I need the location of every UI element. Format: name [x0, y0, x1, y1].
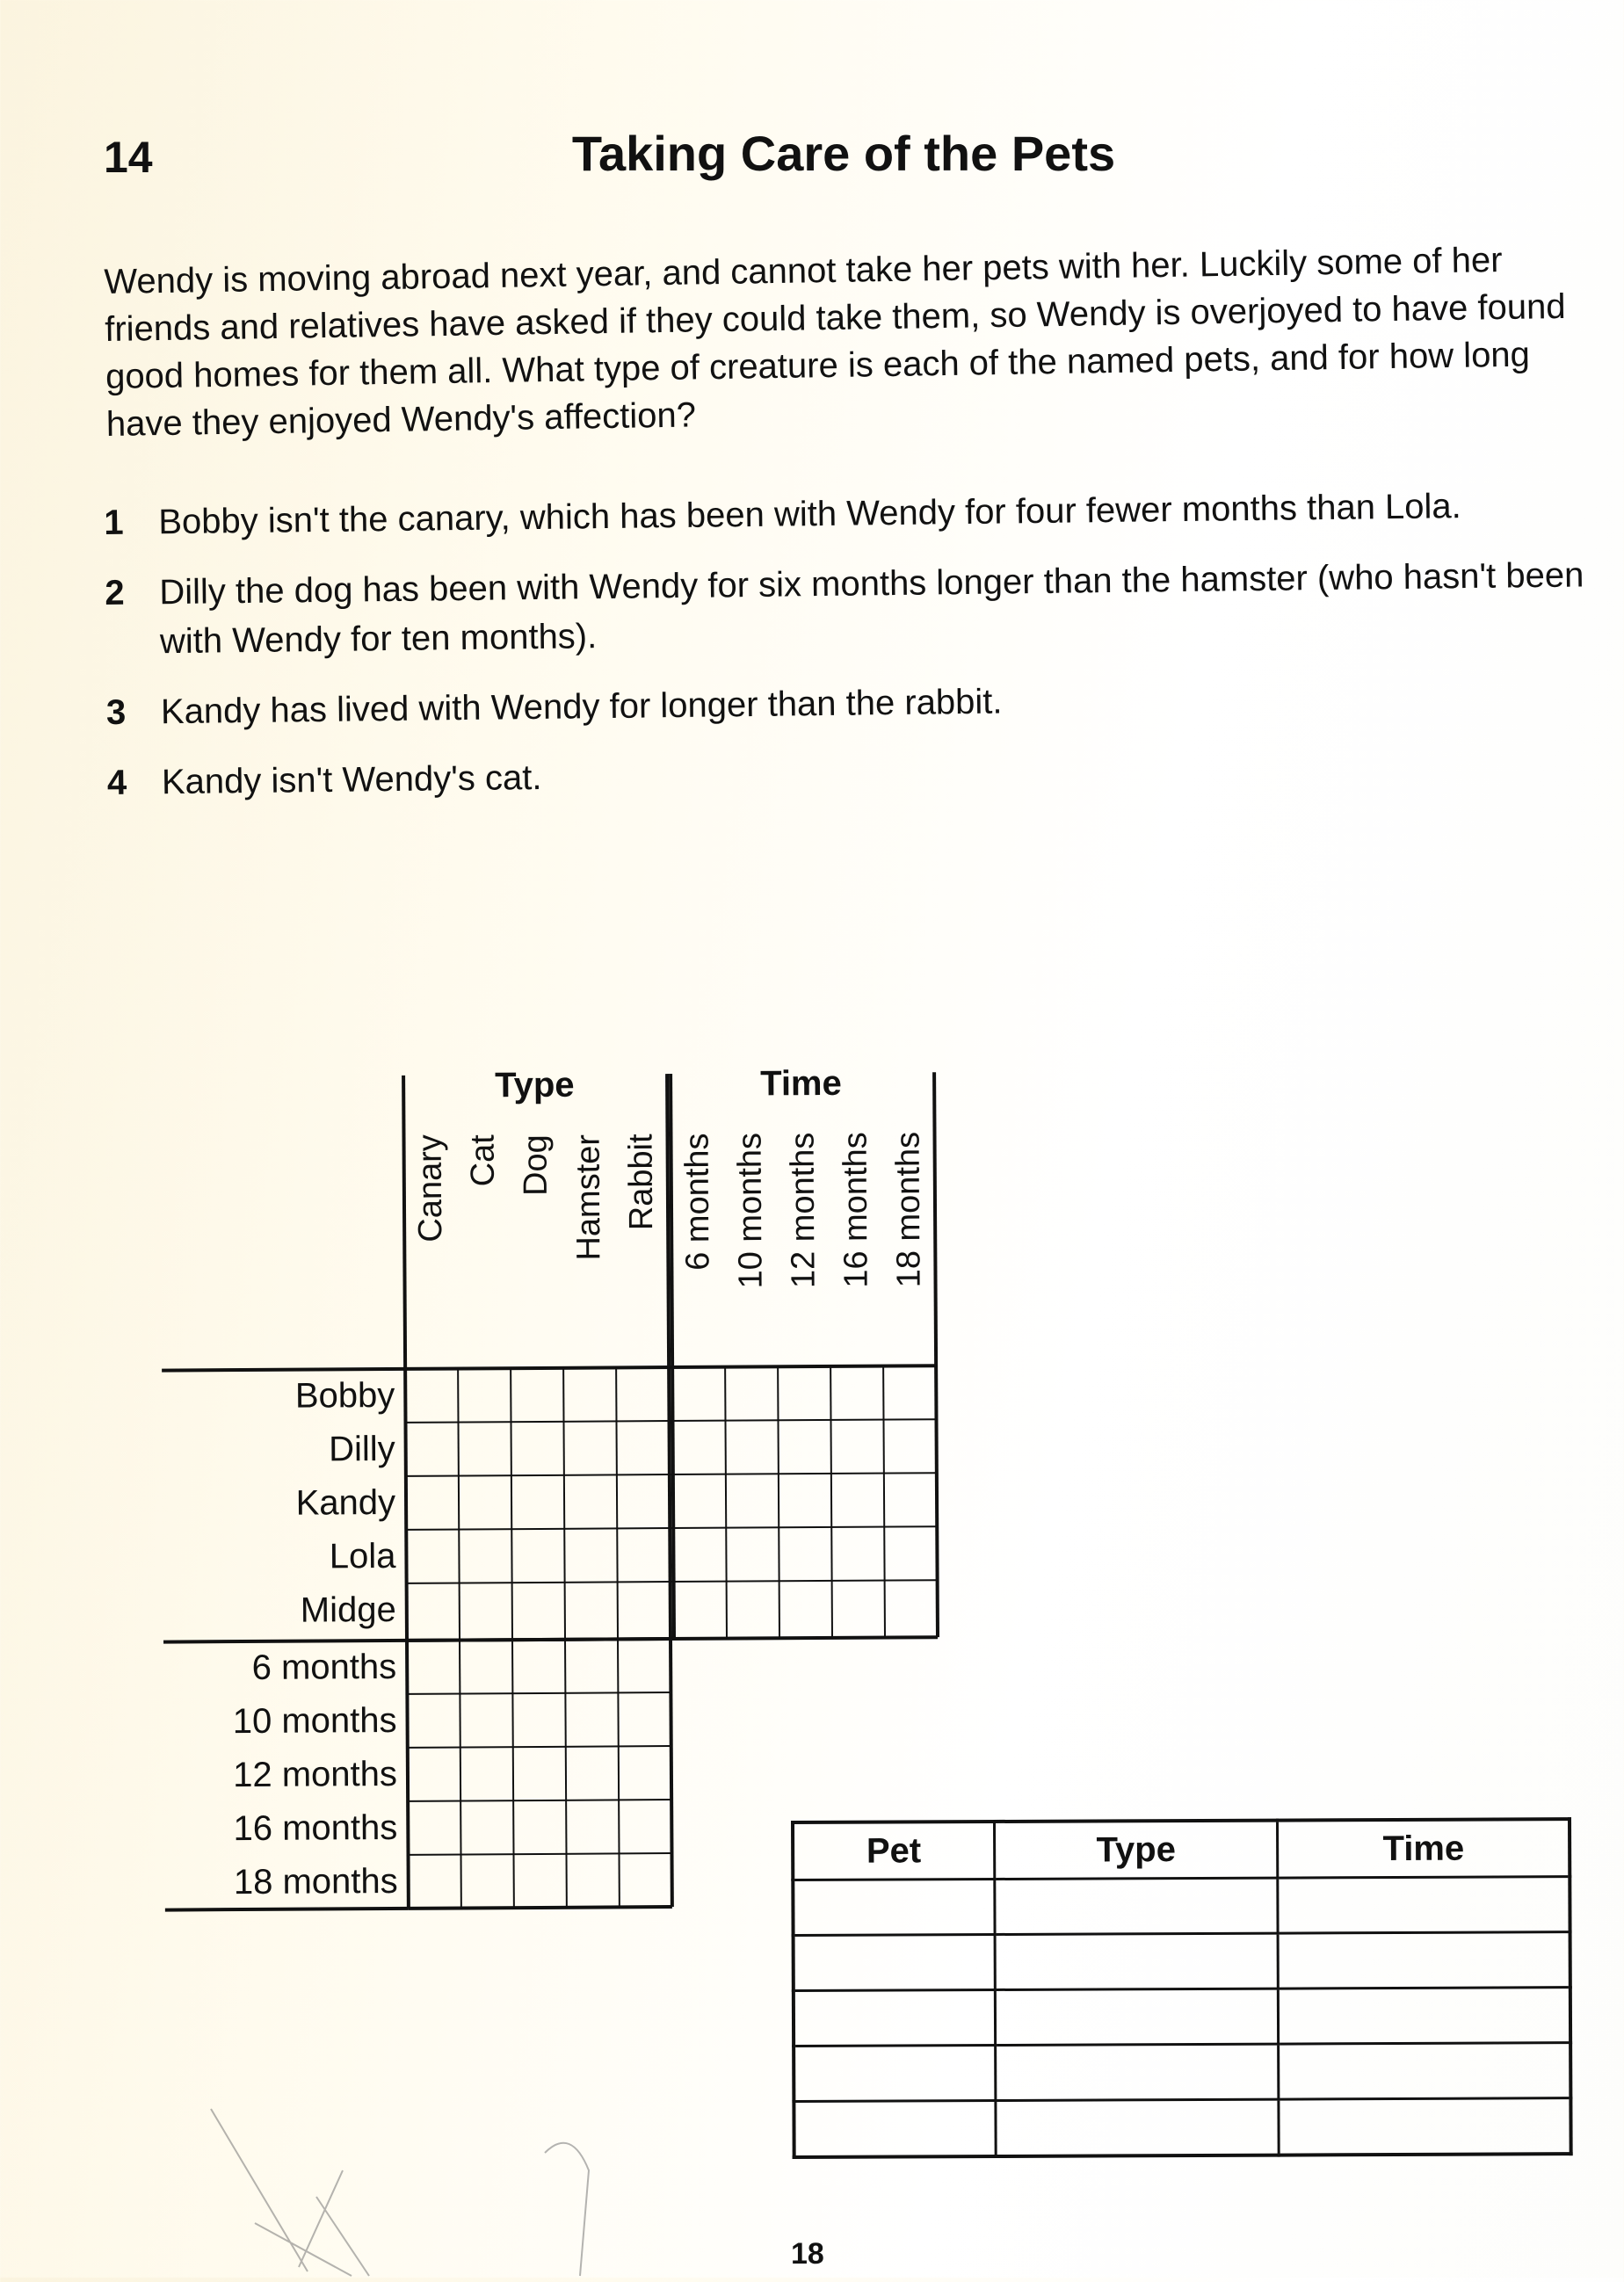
- grid-cell[interactable]: [672, 1367, 725, 1421]
- answer-cell[interactable]: [1279, 1988, 1570, 2044]
- grid-cell[interactable]: [884, 1526, 937, 1580]
- grid-cell[interactable]: [511, 1368, 563, 1422]
- grid-cell[interactable]: [779, 1527, 831, 1581]
- grid-cell[interactable]: [617, 1474, 670, 1528]
- grid-cell[interactable]: [778, 1420, 830, 1474]
- grid-cell[interactable]: [511, 1422, 563, 1475]
- grid-cell[interactable]: [727, 1581, 779, 1634]
- grid-cell[interactable]: [564, 1474, 617, 1528]
- row-label-12-months: 12 months: [233, 1754, 398, 1795]
- grid-cell[interactable]: [563, 1367, 616, 1421]
- intro-paragraph: Wendy is moving abroad next year, and cannot take her pets with her. Luckily some of her friends and relatives have asked if they could take them, so Wendy is overjoyed to have found good homes for them all. What type of creature is each of the named pets, and for how long have they enjoyed Wendy's affection?: [104, 241, 1566, 444]
- clue-number: 2: [105, 573, 125, 612]
- clue-number: 4: [106, 763, 127, 802]
- column-label-hamster: Hamster: [569, 1134, 608, 1261]
- grid-cell[interactable]: [619, 1746, 671, 1800]
- answer-cell[interactable]: [995, 1933, 1279, 1989]
- time-group-header: Time: [760, 1063, 842, 1104]
- grid-cell[interactable]: [407, 1694, 460, 1748]
- grid-cell[interactable]: [618, 1582, 671, 1635]
- column-label-rabbit: Rabbit: [622, 1134, 661, 1231]
- clue-text: Bobby isn't the canary, which has been with Wendy for four fewer months than Lola.: [158, 487, 1462, 542]
- grid-cell[interactable]: [459, 1475, 511, 1529]
- grid-cell[interactable]: [563, 1421, 616, 1474]
- grid-cell[interactable]: [460, 1583, 512, 1636]
- answer-row: [794, 2043, 1570, 2102]
- row-label-kandy: Kandy: [295, 1482, 396, 1523]
- answer-table-body: [793, 1877, 1570, 2157]
- grid-cell[interactable]: [565, 1582, 618, 1635]
- grid-cell[interactable]: [619, 1853, 671, 1907]
- column-label-canary: Canary: [411, 1134, 450, 1243]
- grid-cell[interactable]: [564, 1528, 617, 1582]
- grid-cell[interactable]: [830, 1420, 883, 1474]
- answer-cell[interactable]: [794, 2100, 995, 2156]
- grid-cell[interactable]: [460, 1640, 512, 1693]
- grid-cell[interactable]: [408, 1748, 460, 1801]
- grid-cell[interactable]: [566, 1746, 619, 1800]
- row-label-18-months: 18 months: [233, 1861, 398, 1902]
- grid-cell[interactable]: [673, 1474, 726, 1528]
- grid-cell[interactable]: [778, 1366, 830, 1420]
- grid-cell[interactable]: [458, 1422, 511, 1475]
- grid-cell[interactable]: [460, 1747, 513, 1800]
- answer-row: [794, 1988, 1570, 2047]
- clue-number: 1: [104, 503, 124, 542]
- grid-cell[interactable]: [565, 1639, 618, 1692]
- grid-cell[interactable]: [884, 1473, 937, 1526]
- grid-cell[interactable]: [617, 1528, 670, 1582]
- grid-cell[interactable]: [407, 1583, 460, 1637]
- answer-cell[interactable]: [1278, 1877, 1570, 1933]
- answer-cell[interactable]: [1279, 2098, 1570, 2155]
- column-label-dog: Dog: [517, 1134, 555, 1196]
- answer-cell[interactable]: [794, 1934, 995, 1990]
- grid-cell[interactable]: [619, 1800, 671, 1853]
- grid-cell[interactable]: [512, 1693, 565, 1747]
- grid-cell[interactable]: [408, 1801, 460, 1855]
- grid-cell[interactable]: [618, 1639, 671, 1692]
- clue-text: Kandy has lived with Wendy for longer than the rabbit.: [160, 682, 1003, 732]
- answer-header-time: Time: [1278, 1819, 1570, 1878]
- grid-cell[interactable]: [616, 1367, 669, 1421]
- grid-cell[interactable]: [514, 1854, 567, 1908]
- grid-cell[interactable]: [831, 1474, 884, 1527]
- page-title: Taking Care of the Pets: [571, 126, 1116, 181]
- grid-cell[interactable]: [832, 1581, 885, 1634]
- column-label-12-months: 12 months: [784, 1132, 823, 1289]
- answer-header-type: Type: [994, 1821, 1278, 1880]
- answer-cell[interactable]: [995, 1878, 1279, 1934]
- grid-cell[interactable]: [725, 1420, 778, 1474]
- answer-cell[interactable]: [794, 2045, 995, 2101]
- grid-cell[interactable]: [511, 1529, 564, 1583]
- grid-cell[interactable]: [885, 1580, 938, 1634]
- answer-header-pet: Pet: [793, 1822, 995, 1880]
- grid-cell[interactable]: [461, 1854, 514, 1908]
- grid-cell[interactable]: [512, 1583, 565, 1636]
- grid-cell[interactable]: [883, 1366, 936, 1419]
- column-label-6-months: 6 months: [678, 1133, 717, 1271]
- grid-cell[interactable]: [406, 1476, 459, 1530]
- grid-cell[interactable]: [672, 1421, 725, 1474]
- grid-cell[interactable]: [409, 1855, 461, 1909]
- answer-cell[interactable]: [995, 1989, 1279, 2045]
- grid-cell[interactable]: [407, 1641, 460, 1694]
- row-label-lola: Lola: [329, 1536, 396, 1576]
- grid-cell[interactable]: [512, 1640, 565, 1693]
- grid-cell[interactable]: [406, 1530, 459, 1583]
- answer-cell[interactable]: [1279, 2043, 1570, 2099]
- grid-cell[interactable]: [725, 1366, 778, 1420]
- page-number: 14: [104, 133, 153, 182]
- clue-number: 3: [105, 692, 127, 732]
- footer-page-number: 18: [791, 2237, 824, 2271]
- grid-cell[interactable]: [673, 1528, 726, 1582]
- row-label-16-months: 16 months: [233, 1807, 398, 1849]
- grid-cell[interactable]: [460, 1693, 512, 1747]
- column-label-cat: Cat: [464, 1134, 502, 1187]
- answer-table: [791, 1817, 1573, 2159]
- row-label-bobby: Bobby: [294, 1375, 395, 1416]
- row-label-dilly: Dilly: [329, 1429, 395, 1469]
- grid-cell[interactable]: [460, 1800, 513, 1854]
- grid-cell[interactable]: [405, 1423, 458, 1476]
- grid-cell[interactable]: [459, 1529, 511, 1583]
- grid-cell[interactable]: [726, 1527, 779, 1581]
- row-label-10-months: 10 months: [232, 1700, 397, 1742]
- grid-cell[interactable]: [726, 1474, 779, 1527]
- grid-cell[interactable]: [566, 1800, 619, 1853]
- grid-cell[interactable]: [458, 1368, 511, 1422]
- grid-cell[interactable]: [831, 1527, 884, 1581]
- grid-cell[interactable]: [513, 1800, 566, 1854]
- grid-cell[interactable]: [779, 1581, 832, 1634]
- grid-cell[interactable]: [616, 1421, 669, 1474]
- grid-cell[interactable]: [830, 1366, 883, 1420]
- column-label-10-months: 10 months: [731, 1133, 770, 1290]
- grid-cell[interactable]: [674, 1582, 727, 1635]
- clue-text: Kandy isn't Wendy's cat.: [161, 757, 542, 802]
- grid-cell[interactable]: [511, 1475, 564, 1529]
- answer-cell[interactable]: [995, 2044, 1279, 2100]
- grid-cell[interactable]: [567, 1853, 620, 1907]
- type-group-header: Type: [495, 1065, 575, 1105]
- row-label-6-months: 6 months: [251, 1647, 397, 1687]
- answer-cell[interactable]: [1279, 1932, 1570, 1989]
- column-label-18-months: 18 months: [889, 1132, 928, 1288]
- answer-cell[interactable]: [996, 2099, 1280, 2156]
- row-label-midge: Midge: [300, 1590, 396, 1630]
- grid-cell[interactable]: [883, 1419, 936, 1473]
- answer-row: [794, 2098, 1570, 2157]
- answer-row: [794, 1932, 1570, 1991]
- pencil-scribble: [202, 2091, 624, 2278]
- answer-table-header-row: [793, 1819, 1570, 1880]
- clue-text: Dilly the dog has been with Wendy for six months longer than the hamster (who hasn't been with Wendy for ten months).: [159, 555, 1584, 662]
- grid-cell[interactable]: [779, 1474, 831, 1527]
- grid-cell[interactable]: [565, 1692, 618, 1746]
- answer-row: [793, 1877, 1570, 1936]
- grid-cell[interactable]: [618, 1692, 671, 1746]
- answer-cell[interactable]: [793, 1879, 994, 1935]
- column-label-16-months: 16 months: [837, 1132, 875, 1289]
- grid-cell[interactable]: [513, 1747, 566, 1800]
- answer-cell[interactable]: [794, 1989, 995, 2046]
- grid-cell[interactable]: [405, 1369, 458, 1423]
